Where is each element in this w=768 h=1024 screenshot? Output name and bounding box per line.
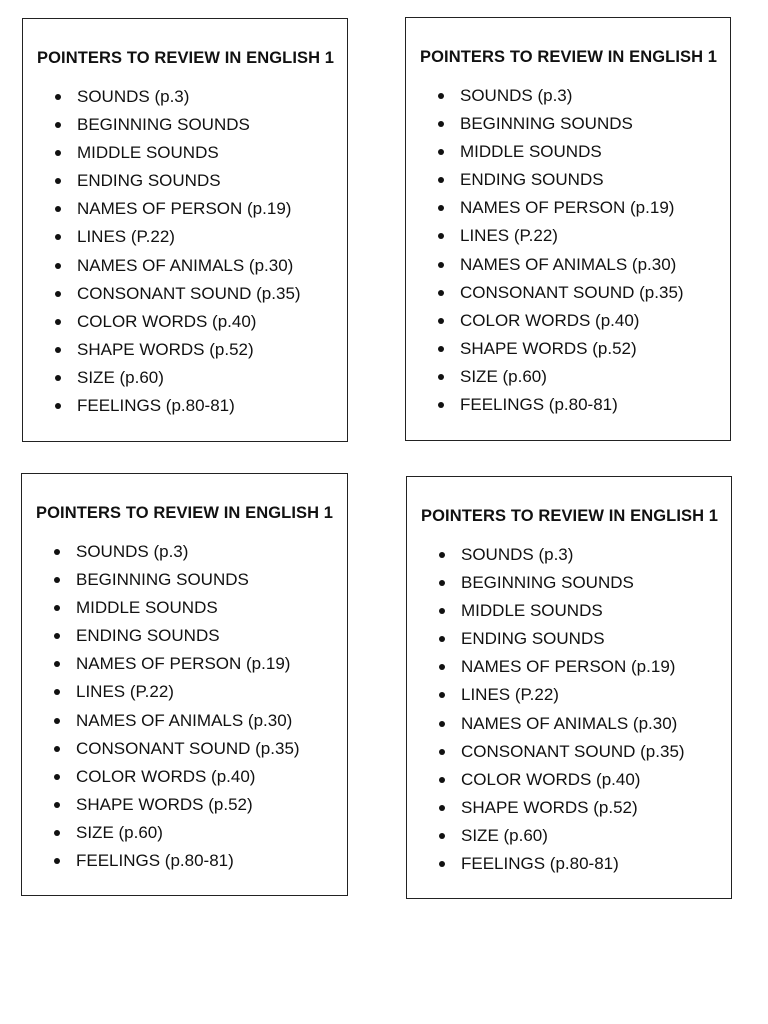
list-item xyxy=(438,311,684,339)
list-item xyxy=(439,629,685,657)
review-card-3 xyxy=(21,473,348,896)
bullet-icon xyxy=(54,661,60,667)
list-item xyxy=(439,826,685,854)
bullet-icon xyxy=(439,608,445,614)
bullet-icon xyxy=(54,830,60,836)
list-item xyxy=(54,823,300,851)
list-item-text: ENDING SOUNDS xyxy=(77,171,221,191)
list-item-text: NAMES OF PERSON (p.19) xyxy=(76,654,291,674)
list-item xyxy=(439,714,685,742)
list-item xyxy=(55,340,301,368)
list-item xyxy=(54,598,300,626)
list-item xyxy=(54,542,300,570)
list-item-text: SIZE (p.60) xyxy=(76,822,163,842)
list-item xyxy=(439,770,685,798)
list-item-text: NAMES OF ANIMALS (p.30) xyxy=(460,254,677,274)
list-item-text: MIDDLE SOUNDS xyxy=(77,143,219,163)
bullet-icon xyxy=(439,833,445,839)
list-item xyxy=(55,115,301,143)
list-item xyxy=(439,601,685,629)
list-item xyxy=(54,711,300,739)
list-item-text: MIDDLE SOUNDS xyxy=(461,601,603,621)
list-item-text: LINES (P.22) xyxy=(76,682,174,702)
bullet-icon xyxy=(438,149,444,155)
list-item-text: ENDING SOUNDS xyxy=(461,629,605,649)
list-item-text: FEELINGS (p.80-81) xyxy=(77,396,235,416)
list-item xyxy=(439,742,685,770)
list-item xyxy=(54,626,300,654)
review-card-2 xyxy=(405,17,731,441)
bullet-icon xyxy=(55,347,61,353)
pointer-list xyxy=(439,545,685,882)
list-item-text: SHAPE WORDS (p.52) xyxy=(76,794,253,814)
bullet-icon xyxy=(54,746,60,752)
bullet-icon xyxy=(438,290,444,296)
list-item-text: COLOR WORDS (p.40) xyxy=(76,766,256,786)
list-item xyxy=(55,143,301,171)
bullet-icon xyxy=(438,121,444,127)
bullet-icon xyxy=(55,263,61,269)
list-item xyxy=(438,114,684,142)
bullet-icon xyxy=(55,375,61,381)
bullet-icon xyxy=(438,318,444,324)
list-item-text: ENDING SOUNDS xyxy=(76,626,220,646)
list-item-text: SOUNDS (p.3) xyxy=(461,545,574,564)
bullet-icon xyxy=(439,664,445,670)
bullet-icon xyxy=(438,402,444,408)
bullet-icon xyxy=(55,178,61,184)
list-item-text: LINES (P.22) xyxy=(77,227,175,247)
bullet-icon xyxy=(55,403,61,409)
pointer-list xyxy=(438,86,684,423)
list-item-text: COLOR WORDS (p.40) xyxy=(461,769,641,789)
bullet-icon xyxy=(439,692,445,698)
bullet-icon xyxy=(55,291,61,297)
list-item xyxy=(55,284,301,312)
list-item xyxy=(55,227,301,255)
list-item-text: SHAPE WORDS (p.52) xyxy=(461,797,638,817)
bullet-icon xyxy=(54,774,60,780)
bullet-icon xyxy=(439,721,445,727)
list-item-text: SOUNDS (p.3) xyxy=(76,542,189,561)
list-item xyxy=(438,395,684,423)
bullet-icon xyxy=(438,374,444,380)
list-item xyxy=(438,226,684,254)
bullet-icon xyxy=(55,319,61,325)
list-item xyxy=(55,396,301,424)
list-item xyxy=(54,851,300,879)
list-item-text: LINES (P.22) xyxy=(460,226,558,246)
list-item xyxy=(55,256,301,284)
list-item xyxy=(55,368,301,396)
list-item xyxy=(438,255,684,283)
bullet-icon xyxy=(439,749,445,755)
list-item-text: ENDING SOUNDS xyxy=(460,170,604,190)
list-item-text: BEGINNING SOUNDS xyxy=(76,570,249,590)
pointer-list xyxy=(54,542,300,879)
bullet-icon xyxy=(55,94,61,100)
list-item xyxy=(54,739,300,767)
bullet-icon xyxy=(438,93,444,99)
list-item xyxy=(55,171,301,199)
pointer-list xyxy=(55,87,301,424)
list-item xyxy=(55,199,301,227)
list-item-text: LINES (P.22) xyxy=(461,685,559,705)
list-item xyxy=(438,142,684,170)
list-item-text: SIZE (p.60) xyxy=(460,366,547,386)
list-item-text: NAMES OF ANIMALS (p.30) xyxy=(77,255,294,275)
list-item-text: CONSONANT SOUND (p.35) xyxy=(460,282,684,302)
bullet-icon xyxy=(439,805,445,811)
list-item xyxy=(439,854,685,882)
list-item xyxy=(54,767,300,795)
list-item xyxy=(54,654,300,682)
bullet-icon xyxy=(54,802,60,808)
bullet-icon xyxy=(438,205,444,211)
list-item-text: CONSONANT SOUND (p.35) xyxy=(77,283,301,303)
list-item xyxy=(439,685,685,713)
bullet-icon xyxy=(439,636,445,642)
list-item xyxy=(438,198,684,226)
list-item-text: FEELINGS (p.80-81) xyxy=(461,854,619,874)
bullet-icon xyxy=(439,777,445,783)
list-item xyxy=(55,87,301,115)
list-item-text: FEELINGS (p.80-81) xyxy=(76,851,234,871)
bullet-icon xyxy=(439,552,445,558)
bullet-icon xyxy=(54,689,60,695)
bullet-icon xyxy=(54,549,60,555)
list-item-text: SIZE (p.60) xyxy=(461,825,548,845)
list-item-text: MIDDLE SOUNDS xyxy=(76,598,218,618)
bullet-icon xyxy=(55,150,61,156)
list-item xyxy=(54,795,300,823)
list-item xyxy=(438,339,684,367)
list-item xyxy=(55,312,301,340)
bullet-icon xyxy=(54,718,60,724)
bullet-icon xyxy=(438,177,444,183)
list-item-text: NAMES OF PERSON (p.19) xyxy=(461,657,676,677)
bullet-icon xyxy=(438,233,444,239)
review-card-4 xyxy=(406,476,732,899)
list-item xyxy=(439,798,685,826)
list-item-text: BEGINNING SOUNDS xyxy=(461,573,634,593)
list-item-text: SHAPE WORDS (p.52) xyxy=(77,339,254,359)
list-item-text: FEELINGS (p.80-81) xyxy=(460,395,618,415)
card-title: POINTERS TO REVIEW IN ENGLISH 1 xyxy=(421,507,719,525)
list-item-text: COLOR WORDS (p.40) xyxy=(460,310,640,330)
list-item-text: BEGINNING SOUNDS xyxy=(460,114,633,134)
list-item-text: SIZE (p.60) xyxy=(77,367,164,387)
list-item-text: COLOR WORDS (p.40) xyxy=(77,311,257,331)
bullet-icon xyxy=(54,858,60,864)
list-item-text: NAMES OF PERSON (p.19) xyxy=(460,198,675,218)
bullet-icon xyxy=(55,122,61,128)
list-item xyxy=(438,367,684,395)
list-item xyxy=(439,573,685,601)
list-item-text: NAMES OF PERSON (p.19) xyxy=(77,199,292,219)
list-item-text: SOUNDS (p.3) xyxy=(460,86,573,105)
bullet-icon xyxy=(439,580,445,586)
bullet-icon xyxy=(55,206,61,212)
list-item-text: BEGINNING SOUNDS xyxy=(77,115,250,135)
list-item-text: NAMES OF ANIMALS (p.30) xyxy=(76,710,293,730)
list-item-text: NAMES OF ANIMALS (p.30) xyxy=(461,713,678,733)
list-item xyxy=(54,682,300,710)
bullet-icon xyxy=(54,605,60,611)
list-item xyxy=(439,545,685,573)
list-item xyxy=(438,170,684,198)
bullet-icon xyxy=(54,633,60,639)
bullet-icon xyxy=(55,234,61,240)
list-item xyxy=(54,570,300,598)
card-title: POINTERS TO REVIEW IN ENGLISH 1 xyxy=(37,49,335,67)
list-item-text: SOUNDS (p.3) xyxy=(77,87,190,106)
list-item xyxy=(438,283,684,311)
list-item-text: MIDDLE SOUNDS xyxy=(460,142,602,162)
list-item-text: CONSONANT SOUND (p.35) xyxy=(76,738,300,758)
list-item-text: SHAPE WORDS (p.52) xyxy=(460,338,637,358)
bullet-icon xyxy=(54,577,60,583)
list-item xyxy=(439,657,685,685)
card-title: POINTERS TO REVIEW IN ENGLISH 1 xyxy=(36,504,334,522)
list-item-text: CONSONANT SOUND (p.35) xyxy=(461,741,685,761)
review-card-1 xyxy=(22,18,348,442)
list-item xyxy=(438,86,684,114)
card-title: POINTERS TO REVIEW IN ENGLISH 1 xyxy=(420,48,718,66)
bullet-icon xyxy=(438,346,444,352)
bullet-icon xyxy=(439,861,445,867)
bullet-icon xyxy=(438,262,444,268)
